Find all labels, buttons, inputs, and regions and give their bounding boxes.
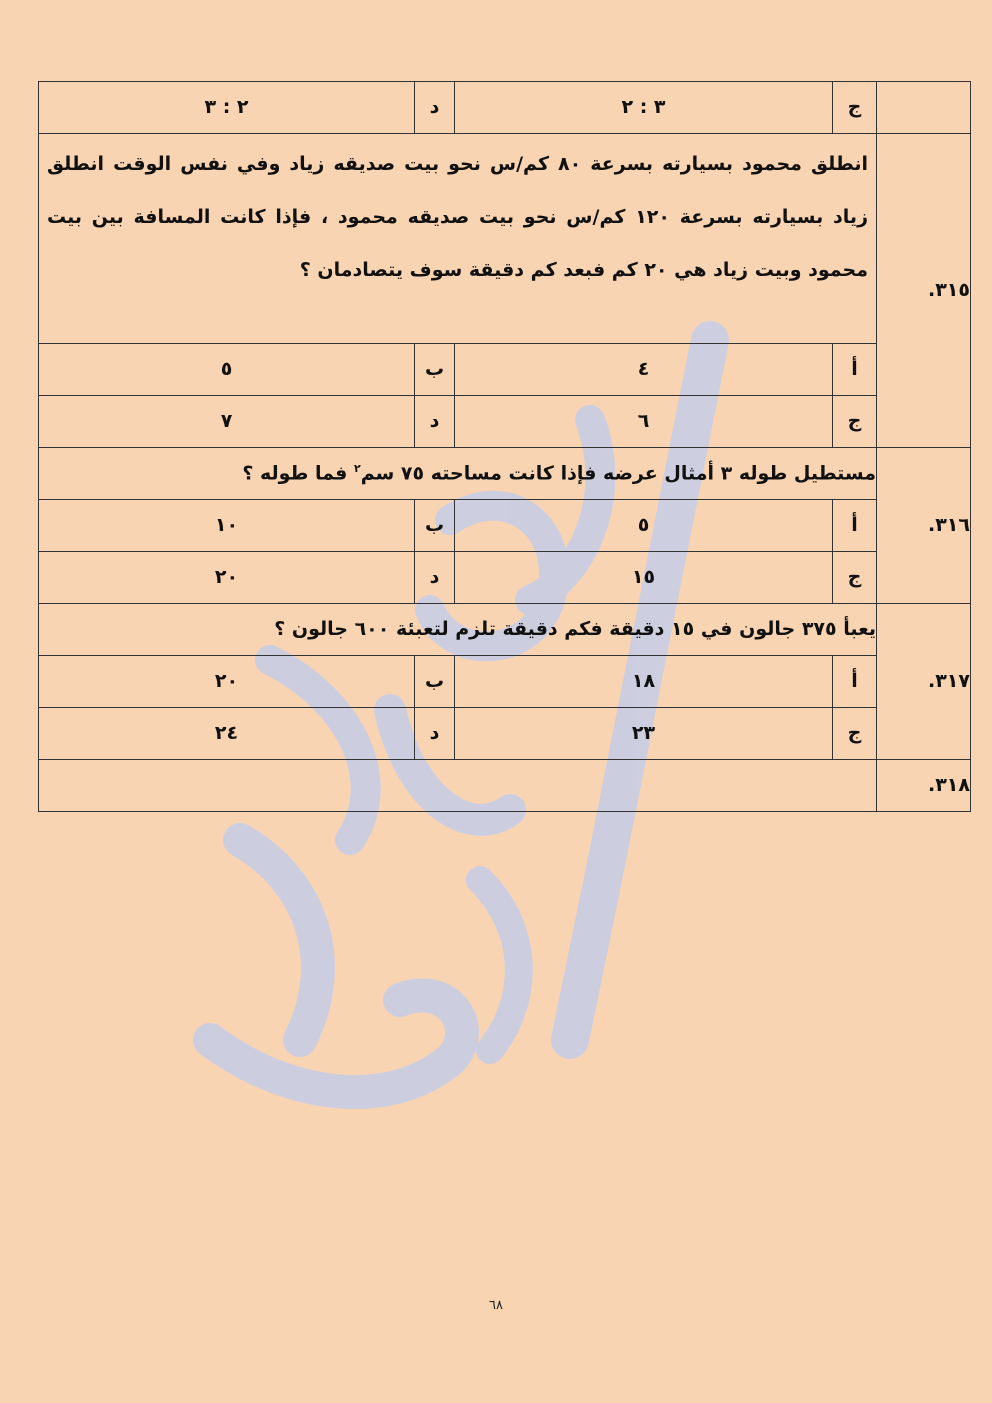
option-answer-a: ١٨ — [455, 656, 833, 708]
option-label-c: ج — [833, 82, 877, 134]
questions-table — [38, 81, 971, 812]
option-answer-d: ٧ — [39, 396, 415, 448]
option-answer-b: ٢٠ — [39, 656, 415, 708]
question-number: ٣١٧. — [877, 604, 971, 760]
answer-row — [39, 656, 971, 708]
option-label-c: ج — [833, 396, 877, 448]
question-text — [39, 760, 877, 812]
option-answer-b: ١٠ — [39, 500, 415, 552]
question-text: انطلق محمود بسيارته بسرعة ٨٠ كم/س نحو بيت صديقه زياد وفي نفس الوقت انطلق زياد بسيارته بسرعة ١٢٠ كم/س نحو بيت صديقه محمود ، فإذا كانت المسافة بين بيت محمود وبيت زياد هي ٢٠ كم فبعد كم دقيقة سوف يتصادمان ؟ — [39, 134, 877, 344]
option-label-c: ج — [833, 552, 877, 604]
question-number: ٣١٦. — [877, 448, 971, 604]
page-number: ٦٨ — [489, 1298, 503, 1313]
answer-row — [39, 708, 971, 760]
option-answer-d: ٢٠ — [39, 552, 415, 604]
option-answer-c: ٦ — [455, 396, 833, 448]
option-answer-c: ٢٣ — [455, 708, 833, 760]
option-label-d: د — [415, 82, 455, 134]
question-text — [39, 448, 877, 500]
answer-row — [39, 82, 971, 134]
question-row — [39, 760, 971, 812]
option-label-a: أ — [833, 656, 877, 708]
option-answer-a: ٥ — [455, 500, 833, 552]
option-label-a: أ — [833, 500, 877, 552]
option-answer-c: ١٥ — [455, 552, 833, 604]
answer-row — [39, 552, 971, 604]
option-label-b: ب — [415, 500, 455, 552]
answer-row — [39, 396, 971, 448]
question-number-cell — [877, 82, 971, 134]
answer-row — [39, 344, 971, 396]
option-answer-b: ٥ — [39, 344, 415, 396]
option-label-d: د — [415, 708, 455, 760]
option-label-d: د — [415, 552, 455, 604]
option-answer-c: ٣ : ٢ — [455, 82, 833, 134]
question-text-end: فما طوله ؟ — [242, 462, 354, 485]
question-row — [39, 134, 971, 344]
option-label-c: ج — [833, 708, 877, 760]
question-row — [39, 448, 971, 500]
option-label-b: ب — [415, 656, 455, 708]
option-answer-d: ٢٤ — [39, 708, 415, 760]
question-number: ٣١٥. — [877, 134, 971, 448]
option-label-d: د — [415, 396, 455, 448]
option-label-a: أ — [833, 344, 877, 396]
question-number: ٣١٨. — [877, 760, 971, 812]
question-row — [39, 604, 971, 656]
question-text: يعبأ ٣٧٥ جالون في ١٥ دقيقة فكم دقيقة تلزم لتعبئة ٦٠٠ جالون ؟ — [39, 604, 877, 656]
option-answer-a: ٤ — [455, 344, 833, 396]
answer-row — [39, 500, 971, 552]
option-answer-d: ٢ : ٣ — [39, 82, 415, 134]
question-text-main: مستطيل طوله ٣ أمثال عرضه فإذا كانت مساحته ٧٥ سم — [360, 462, 876, 485]
option-label-b: ب — [415, 344, 455, 396]
superscript-exponent: ٢ — [353, 462, 361, 476]
